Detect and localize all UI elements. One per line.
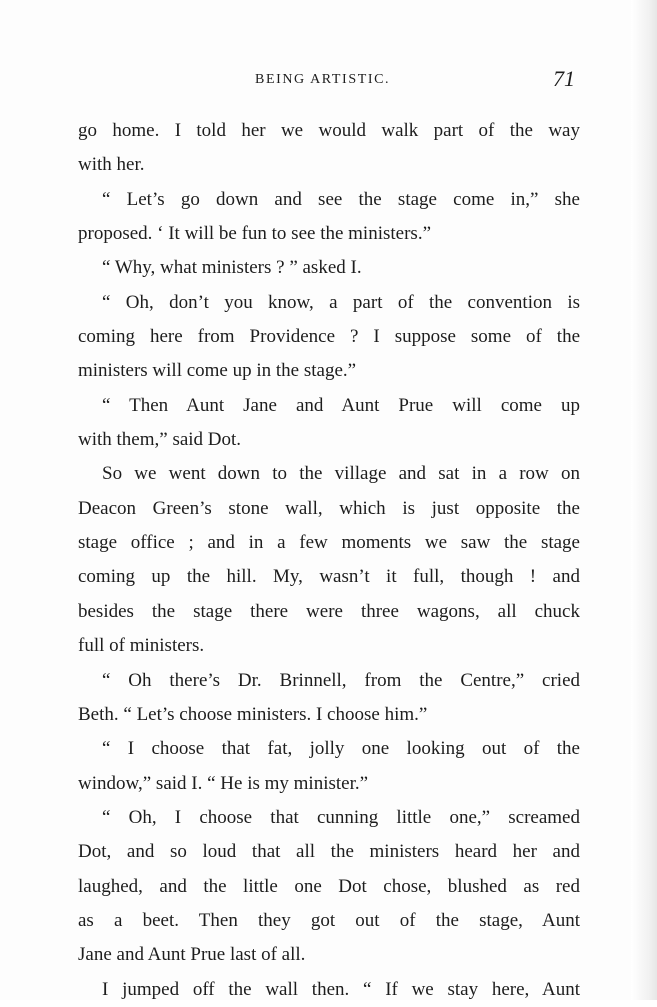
text-line: Jane and Aunt Prue last of all. xyxy=(78,944,306,966)
page-edge-shadow xyxy=(631,0,657,1000)
body-text xyxy=(78,114,580,1007)
page-number: 71 xyxy=(553,66,575,91)
text-line: “ Oh there’s Dr. Brinnell, from the Centre,” cried xyxy=(102,669,580,691)
text-line: “ Oh, I choose that cunning little one,” screamed xyxy=(102,806,580,828)
text-line: full of ministers. xyxy=(78,635,205,657)
text-line: stage office ; and in a few moments we saw the stage xyxy=(78,532,580,554)
text-line: Deacon Green’s stone wall, which is just opposite the xyxy=(78,497,580,519)
text-line: I jumped off the wall then. “ If we stay here, Aunt xyxy=(102,978,580,1000)
text-line: go home. I told her we would walk part of the way xyxy=(78,120,580,141)
text-line: So we went down to the village and sat in a row on xyxy=(102,463,580,485)
text-line: besides the stage there were three wagons, all chuck xyxy=(78,600,580,622)
text-line: as a beet. Then they got out of the stage, Aunt xyxy=(78,909,580,931)
text-line: window,” said I. “ He is my minister.” xyxy=(78,772,369,794)
text-line: coming here from Providence ? I suppose some of the xyxy=(78,326,580,348)
text-line: “ Oh, don’t you know, a part of the convention is xyxy=(102,291,580,313)
text-line: laughed, and the little one Dot chose, blushed as red xyxy=(78,875,580,897)
text-line: with her. xyxy=(78,154,145,176)
text-line: Beth. “ Let’s choose ministers. I choose him.” xyxy=(78,703,428,725)
text-line: “ I choose that fat, jolly one looking out of the xyxy=(102,738,580,760)
text-line: with them,” said Dot. xyxy=(78,429,242,451)
text-line: “ Let’s go down and see the stage come in,” she xyxy=(102,188,580,210)
text-line: “ Then Aunt Jane and Aunt Prue will come up xyxy=(102,394,580,416)
text-line: “ Why, what ministers ? ” asked I. xyxy=(102,257,362,279)
text-line: ministers will come up in the stage.” xyxy=(78,360,357,382)
text-line: Dot, and so loud that all the ministers heard her and xyxy=(78,841,580,863)
text-line: proposed. ‘ It will be fun to see the ministers.” xyxy=(78,223,432,245)
text-line: coming up the hill. My, wasn’t it full, though ! and xyxy=(78,566,580,588)
running-title: BEING ARTISTIC. xyxy=(255,72,391,87)
